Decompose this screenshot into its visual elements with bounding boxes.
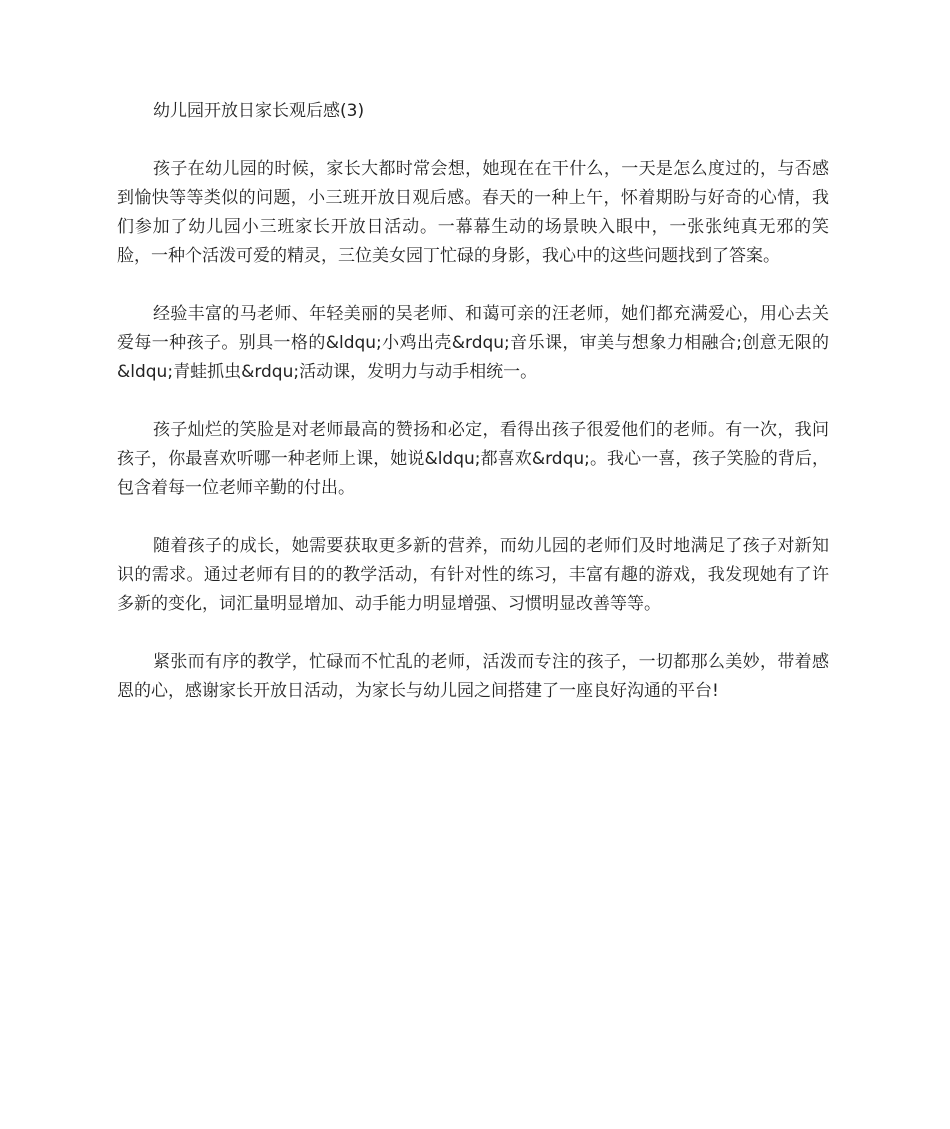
paragraph-3: 孩子灿烂的笑脸是对老师最高的赞扬和必定，看得出孩子很爱他们的老师。有一次，我问孩子，你最喜欢听哪一种老师上课，她说&ldqu;都喜欢&rdqu;。我心一喜，孩子笑脸的背后，包含着每一位老师辛勤的付出。 (117, 420, 829, 498)
paragraph-2: 经验丰富的马老师、年轻美丽的吴老师、和蔼可亲的汪老师，她们都充满爱心，用心去关爱每一种孩子。别具一格的&ldqu;小鸡出壳&rdqu;音乐课，审美与想象力相融合;创意无限的&ldqu;青蛙抓虫&rdqu;活动课，发明力与动手相统一。 (117, 304, 829, 382)
paragraph-1: 孩子在幼儿园的时候，家长大都时常会想，她现在在干什么，一天是怎么度过的，与否感到愉快等等类似的问题，小三班开放日观后感。春天的一种上午，怀着期盼与好奇的心情，我们参加了幼儿园小三班家长开放日活动。一幕幕生动的场景映入眼中，一张张纯真无邪的笑脸，一种个活泼可爱的精灵，三位美女园丁忙碌的身影，我心中的这些问题找到了答案。 (117, 159, 829, 266)
paragraph-5: 紧张而有序的教学，忙碌而不忙乱的老师，活泼而专注的孩子，一切都那么美妙，带着感恩的心，感谢家长开放日活动，为家长与幼儿园之间搭建了一座良好沟通的平台! (117, 652, 829, 701)
document-title: 幼儿园开放日家长观后感(3) (153, 101, 365, 121)
paragraph-4: 随着孩子的成长，她需要获取更多新的营养，而幼儿园的老师们及时地满足了孩子对新知识的需求。通过老师有目的的教学活动，有针对性的练习，丰富有趣的游戏，我发现她有了许多新的变化，词汇量明显增加、动手能力明显增强、习惯明显改善等等。 (117, 536, 829, 614)
document-body (117, 97, 829, 735)
